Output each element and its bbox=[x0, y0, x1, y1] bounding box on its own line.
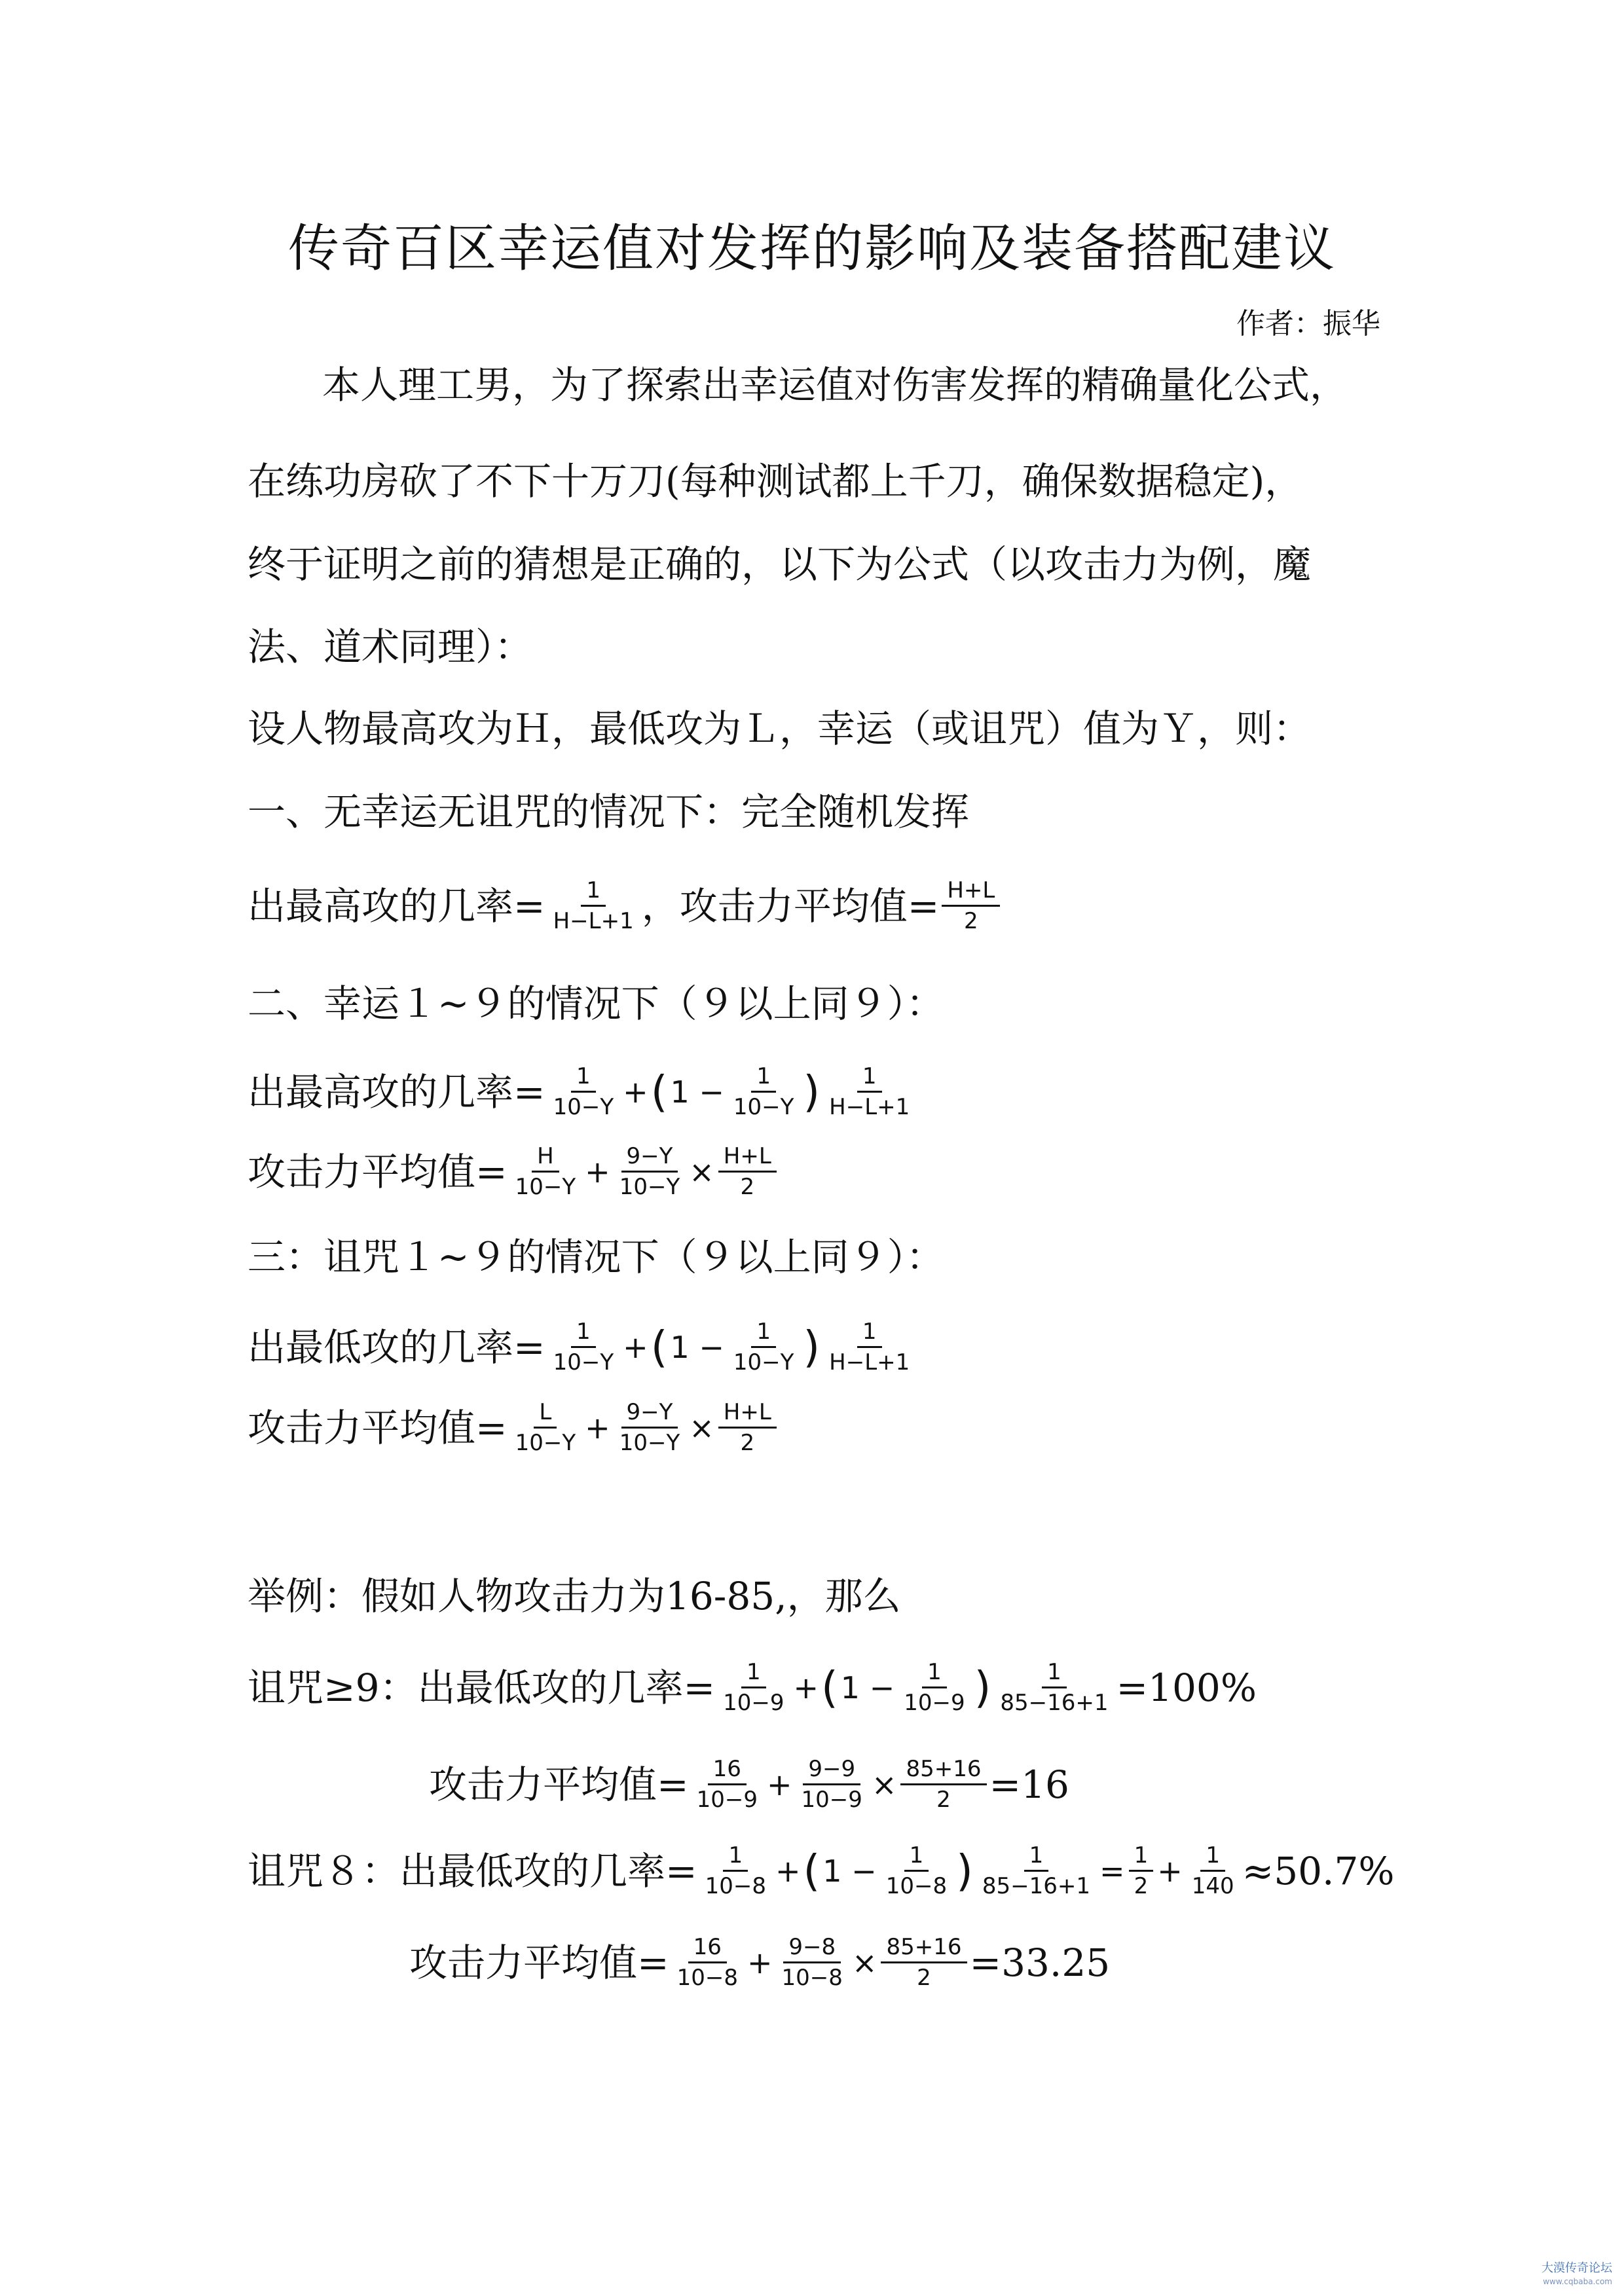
fraction: $\frac{85+16}{2}$ bbox=[900, 1755, 986, 1814]
formula-result: =33.25 bbox=[969, 1940, 1111, 1985]
fraction: $\frac{H+L}{2}$ bbox=[718, 1398, 777, 1457]
fraction: $\frac{1}{10-Y}$ bbox=[553, 1319, 614, 1376]
section-2-avg-formula bbox=[248, 1142, 779, 1201]
fraction: $\frac{9-Y}{10-Y}$ bbox=[619, 1143, 680, 1200]
fraction: $\frac{H+L}{2}$ bbox=[718, 1142, 777, 1201]
plus-sign: + bbox=[585, 1154, 610, 1190]
paren-open: ( bbox=[650, 1066, 668, 1117]
formula-label: 诅咒≥9：出最低攻的几率= bbox=[248, 1665, 716, 1710]
plus-sign: + bbox=[793, 1669, 819, 1705]
page-title: 传奇百区幸运值对发挥的影响及装备搭配建议 bbox=[287, 219, 1336, 278]
intro-line-2: 在练功房砍了不下十万刀(每种测试都上千刀，确保数据稳定)， bbox=[248, 459, 1303, 503]
formula-label: 攻击力平均值= bbox=[248, 1149, 507, 1194]
equals-sign: = bbox=[1099, 1853, 1125, 1889]
paren-close: ) bbox=[956, 1845, 973, 1896]
times-sign: × bbox=[851, 1944, 877, 1980]
fraction: $\frac{1}{10-8}$ bbox=[885, 1842, 948, 1899]
fraction: $\frac{1}{H-L+1}$ bbox=[553, 877, 634, 934]
example-intro: 举例：假如人物攻击力为16-85,，那么 bbox=[248, 1574, 901, 1618]
fraction: $\frac{1}{10-9}$ bbox=[904, 1659, 965, 1716]
one-minus: 1 − bbox=[670, 1074, 724, 1110]
fraction: $\frac{1}{10-Y}$ bbox=[733, 1319, 794, 1376]
example-curse9-avg bbox=[429, 1755, 1069, 1814]
section-3-heading: 三：诅咒１~９的情况下（９以上同９）： bbox=[248, 1235, 944, 1279]
section-3-prob-formula bbox=[248, 1317, 917, 1377]
one-minus: 1 − bbox=[670, 1329, 724, 1365]
formula-label: 出最低攻的几率= bbox=[248, 1324, 545, 1370]
fraction: $\frac{1}{2}$ bbox=[1129, 1841, 1154, 1901]
fraction: $\frac{1}{H-L+1}$ bbox=[829, 1063, 910, 1120]
watermark-url: www.cqbaba.com bbox=[1543, 2277, 1612, 2286]
section-3-avg-formula bbox=[248, 1398, 779, 1457]
one-minus: 1 − bbox=[840, 1669, 895, 1705]
paren-open: ( bbox=[821, 1662, 838, 1713]
fraction: $\frac{85+16}{2}$ bbox=[881, 1933, 967, 1992]
setup-line: 设人物最高攻为Ｈ，最低攻为Ｌ，幸运（或诅咒）值为Ｙ，则： bbox=[248, 706, 1312, 751]
plus-sign: + bbox=[623, 1074, 648, 1110]
times-sign: × bbox=[689, 1154, 714, 1190]
formula-label: 攻击力平均值= bbox=[248, 1405, 507, 1450]
formula-result: ≈50.7% bbox=[1242, 1848, 1395, 1893]
formula-result: =100% bbox=[1116, 1665, 1257, 1710]
section-1-heading: 一、无幸运无诅咒的情况下：完全随机发挥 bbox=[248, 790, 970, 834]
intro-line-3: 终于证明之前的猜想是正确的，以下为公式（以攻击力为例，魔 bbox=[248, 542, 1312, 587]
formula-separator: ，攻击力平均值= bbox=[641, 883, 940, 928]
author-line: 作者：振华 bbox=[1236, 307, 1380, 340]
formula-label: 诅咒８：出最低攻的几率= bbox=[248, 1848, 697, 1893]
fraction: $\frac{9-Y}{10-Y}$ bbox=[619, 1399, 680, 1456]
intro-line-4: 法、道术同理）： bbox=[248, 625, 533, 669]
formula-label: 出最高攻的几率= bbox=[248, 1069, 545, 1114]
fraction: $\frac{1}{10-8}$ bbox=[705, 1842, 766, 1899]
times-sign: × bbox=[689, 1410, 714, 1446]
intro-line-1: 本人理工男，为了探索出幸运值对伤害发挥的精确量化公式， bbox=[322, 363, 1348, 407]
paren-close: ) bbox=[974, 1662, 991, 1713]
fraction: $\frac{9-8}{10-8}$ bbox=[781, 1934, 843, 1991]
formula-result: =16 bbox=[989, 1762, 1069, 1807]
paren-close: ) bbox=[803, 1066, 821, 1117]
section-2-prob-formula bbox=[248, 1062, 917, 1121]
plus-sign: + bbox=[747, 1944, 773, 1980]
site-watermark bbox=[1541, 2262, 1612, 2288]
plus-sign: + bbox=[775, 1853, 801, 1889]
formula-label: 攻击力平均值= bbox=[409, 1940, 669, 1985]
paren-open: ( bbox=[803, 1845, 821, 1896]
plus-sign: + bbox=[585, 1410, 610, 1446]
fraction: $\frac{1}{10-Y}$ bbox=[553, 1063, 614, 1120]
example-curse8-prob bbox=[248, 1841, 1395, 1901]
example-curse8-avg bbox=[409, 1933, 1110, 1992]
plus-sign: + bbox=[1157, 1853, 1183, 1889]
fraction: $\frac{1}{85-16+1}$ bbox=[982, 1842, 1091, 1899]
plus-sign: + bbox=[767, 1766, 792, 1802]
fraction: $\frac{H}{10-Y}$ bbox=[515, 1143, 576, 1200]
fraction: $\frac{H+L}{2}$ bbox=[942, 876, 1000, 936]
formula-label: 攻击力平均值= bbox=[429, 1762, 689, 1807]
fraction: $\frac{16}{10-8}$ bbox=[676, 1934, 738, 1991]
one-minus: 1 − bbox=[822, 1853, 877, 1889]
fraction: $\frac{1}{10-9}$ bbox=[723, 1659, 784, 1716]
formula-label: 出最高攻的几率= bbox=[248, 883, 545, 928]
fraction: $\frac{16}{10-9}$ bbox=[696, 1756, 758, 1813]
fraction: $\frac{L}{10-Y}$ bbox=[515, 1399, 576, 1456]
fraction: $\frac{1}{10-Y}$ bbox=[733, 1063, 794, 1120]
times-sign: × bbox=[871, 1766, 897, 1802]
paren-open: ( bbox=[650, 1321, 668, 1372]
plus-sign: + bbox=[623, 1329, 648, 1365]
example-curse9-prob bbox=[248, 1658, 1257, 1717]
section-1-formula bbox=[248, 876, 1003, 936]
fraction: $\frac{9-9}{10-9}$ bbox=[801, 1756, 862, 1813]
section-2-heading: 二、幸运１~９的情况下（９以上同９）： bbox=[248, 981, 944, 1026]
fraction: $\frac{1}{85-16+1}$ bbox=[1000, 1659, 1109, 1716]
fraction: $\frac{1}{H-L+1}$ bbox=[829, 1319, 910, 1376]
paren-close: ) bbox=[803, 1321, 821, 1372]
watermark-name: 大漠传奇论坛 bbox=[1541, 2261, 1612, 2275]
fraction: $\frac{1}{140}$ bbox=[1191, 1842, 1234, 1899]
